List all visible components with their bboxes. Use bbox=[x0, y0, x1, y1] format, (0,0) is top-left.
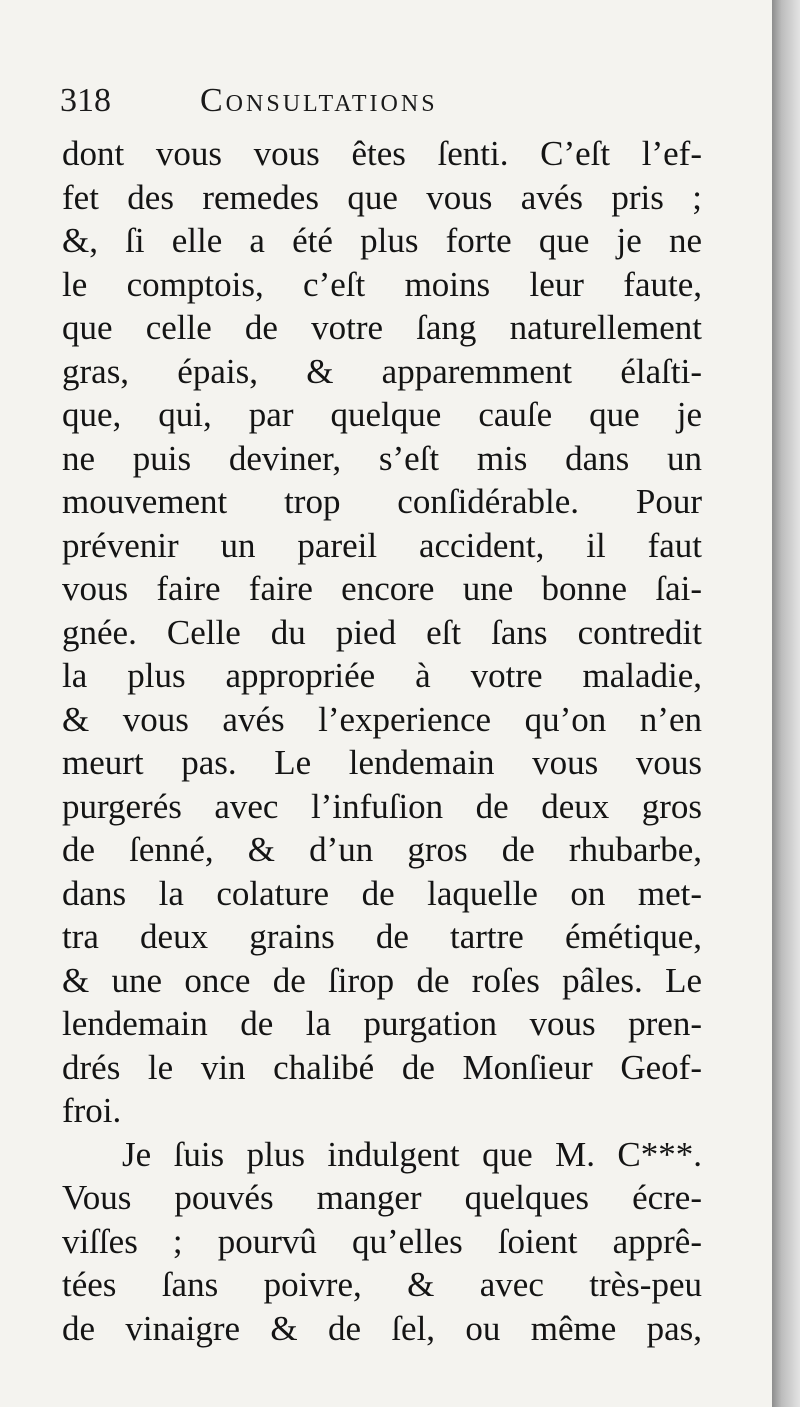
paragraph-start-line: Je ſuis plus indulgent que M. C***. bbox=[122, 1134, 702, 1174]
page-header bbox=[60, 78, 580, 124]
text-line: de ſenné, & d’un gros de rhubarbe, bbox=[62, 830, 702, 869]
text-line: gras, épais, & apparemment élaſti- bbox=[62, 351, 702, 391]
page-gutter-shadow bbox=[772, 0, 800, 1407]
text-line: que celle de votre ſang naturellement bbox=[62, 308, 702, 347]
text-line: la plus appropriée à votre maladie, bbox=[62, 656, 702, 695]
text-line: &, ſi elle a été plus forte que je ne bbox=[62, 221, 702, 260]
text-line: vous faire faire encore une bonne ſai- bbox=[62, 569, 702, 608]
text-line: tra deux grains de tartre émétique, bbox=[62, 917, 702, 956]
page-number: 318 bbox=[60, 82, 111, 119]
text-line: prévenir un pareil accident, il faut bbox=[62, 525, 702, 565]
text-line: dans la colature de laquelle on met- bbox=[62, 873, 702, 913]
text-line: Vous pouvés manger quelques écre- bbox=[62, 1178, 702, 1217]
text-line: meurt pas. Le lendemain vous vous bbox=[62, 743, 702, 782]
text-line: dont vous vous êtes ſenti. C’eſt l’ef- bbox=[62, 134, 702, 173]
text-line: tées ſans poivre, & avec très-peu bbox=[62, 1265, 702, 1304]
text-line: purgerés avec l’infuſion de deux gros bbox=[62, 786, 702, 826]
text-line: drés le vin chalibé de Monſieur Geof- bbox=[62, 1047, 702, 1087]
text-line: le comptois, c’eſt moins leur faute, bbox=[62, 264, 702, 304]
running-head: Consultations bbox=[200, 82, 438, 119]
text-line: fet des remedes que vous avés pris ; bbox=[62, 177, 702, 217]
text-line: de vinaigre & de ſel, ou même pas, bbox=[62, 1308, 702, 1348]
text-line: ne puis deviner, s’eſt mis dans un bbox=[62, 438, 702, 478]
text-line: & vous avés l’experience qu’on n’en bbox=[62, 699, 702, 739]
text-line: viſſes ; pourvû qu’elles ſoient apprê- bbox=[62, 1221, 702, 1261]
paragraph-end-line: froi. bbox=[62, 1091, 122, 1130]
body-text bbox=[62, 132, 702, 1350]
text-line: & une once de ſirop de roſes pâles. Le bbox=[62, 960, 702, 1000]
text-line: que, qui, par quelque cauſe que je bbox=[62, 395, 702, 434]
text-line: lendemain de la purgation vous pren- bbox=[62, 1004, 702, 1043]
text-line: mouvement trop conſidérable. Pour bbox=[62, 482, 702, 521]
text-line: gnée. Celle du pied eſt ſans contredit bbox=[62, 612, 702, 652]
